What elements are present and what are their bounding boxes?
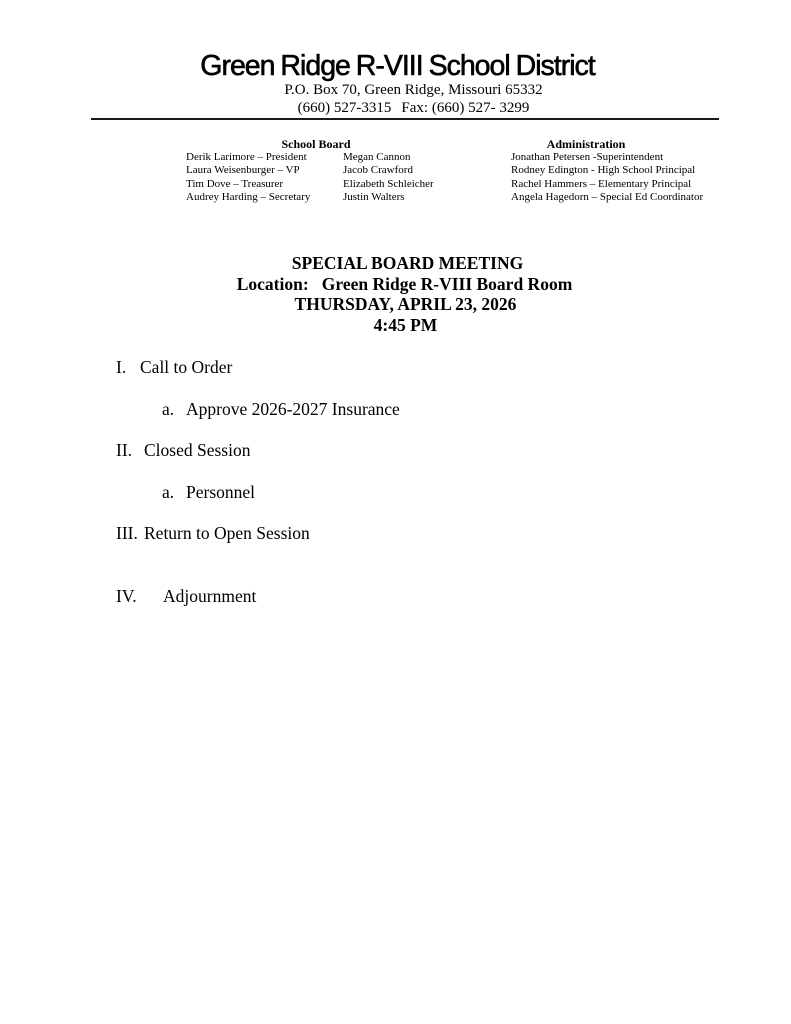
board-member: Jacob Crawford: [343, 164, 413, 177]
agenda-item-text: Call to Order: [140, 357, 233, 377]
agenda-item-text: Approve 2026-2027 Insurance: [186, 399, 400, 419]
meeting-title: SPECIAL BOARD MEETING: [291, 253, 524, 273]
board-member: Megan Cannon: [343, 151, 411, 163]
school-board-officers-list: [186, 151, 310, 204]
administrator: Jonathan Petersen -Superintendent: [511, 151, 664, 163]
agenda-item-text: Closed Session: [144, 440, 251, 460]
agenda-item-number: a.: [162, 482, 175, 502]
agenda-item-text: Return to Open Session: [144, 523, 310, 543]
letterhead-divider: [91, 118, 719, 120]
administrator: Angela Hagedorn – Special Ed Coordinator: [511, 190, 704, 203]
board-member: Justin Walters: [343, 190, 405, 203]
agenda-item-number: IV.: [116, 586, 137, 606]
agenda-item-text: Adjournment: [163, 586, 257, 606]
board-member: Audrey Harding – Secretary: [186, 190, 311, 203]
board-member: Elizabeth Schleicher: [343, 177, 434, 190]
board-member: Laura Weisenburger – VP: [186, 164, 300, 177]
administration-list: [511, 151, 703, 204]
phone-number: (660) 527-3315: [297, 100, 392, 116]
agenda-item-text: Personnel: [186, 482, 256, 502]
mailing-address: P.O. Box 70, Green Ridge, Missouri 65332: [284, 82, 543, 98]
administrator: Rodney Edington - High School Principal: [511, 164, 696, 177]
meeting-time: 4:45 PM: [373, 314, 438, 335]
agenda-item-number: III.: [116, 523, 138, 543]
meeting-date: THURSDAY, APRIL 23, 2026: [294, 294, 517, 314]
agenda-item-number: a.: [162, 399, 175, 419]
district-name-heading: Green Ridge R-VIII School District: [200, 50, 595, 82]
school-board-heading: School Board: [281, 137, 351, 151]
school-board-members-list: [343, 151, 434, 204]
board-member: Derik Larimore – President: [186, 151, 307, 163]
meeting-header: [0, 253, 791, 335]
contact-numbers: [0, 99, 791, 117]
agenda-item-number: II.: [116, 440, 133, 460]
board-member: Tim Dove – Treasurer: [186, 177, 284, 190]
agenda-item-number: I.: [116, 357, 127, 377]
administration-heading: Administration: [546, 137, 626, 151]
fax-number: Fax: (660) 527- 3299: [401, 100, 530, 116]
meeting-location: Location: Green Ridge R-VIII Board Room: [236, 273, 573, 294]
administrator: Rachel Hammers – Elementary Principal: [511, 177, 692, 190]
